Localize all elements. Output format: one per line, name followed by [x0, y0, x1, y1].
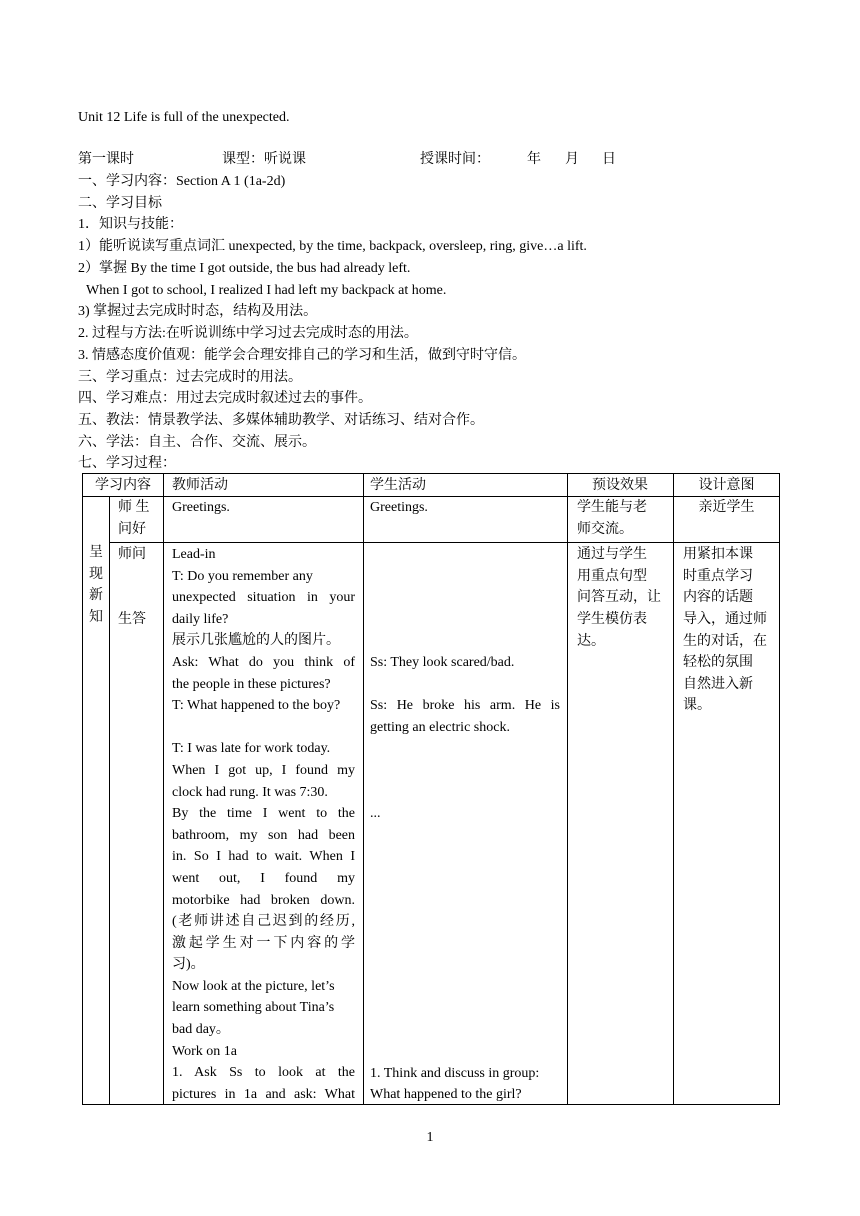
teacher-line: clock had rung. It was 7:30.: [172, 784, 328, 800]
student-response: ...: [370, 806, 381, 821]
teacher-line: daily life?: [172, 611, 229, 627]
teacher-line: learn something about Tina’s: [172, 1000, 335, 1016]
row1-intent: 亲近学生: [698, 500, 755, 515]
teacher-line: When I got up, I found my: [172, 762, 355, 778]
teacher-line: (老师讲述自己迟到的经历,: [172, 914, 355, 930]
teacher-line: T: What happened to the boy?: [172, 698, 341, 714]
row2-effect: 用重点句型: [577, 569, 647, 584]
teacher-line: bathroom, my son had been: [172, 827, 355, 843]
student-response: Ss: They look scared/bad.: [370, 655, 515, 670]
header-effect: 预设效果: [592, 478, 648, 493]
col-divider: [163, 474, 164, 1104]
col-divider: [363, 474, 364, 1104]
goal-item: 2）掌握 By the time I got outside, the bus had already left.: [78, 261, 411, 276]
row2-intent: 内容的话题: [683, 590, 753, 605]
row2-intent: 自然进入新: [683, 677, 753, 692]
teacher-line: unexpected situation in your: [172, 590, 355, 606]
row1-effect: 学生能与老: [577, 500, 647, 515]
teacher-line: Work on 1a: [172, 1043, 237, 1059]
row2-intent: 轻松的氛围: [683, 655, 753, 670]
section-label-char: 新: [89, 588, 103, 603]
teacher-line: 习)。: [172, 957, 205, 973]
section-label-char: 知: [89, 610, 103, 625]
goal-item: When I got to school, I realized I had left my backpack at home.: [86, 283, 447, 298]
learning-content: 一、学习内容：Section A 1 (1a-2d): [78, 174, 286, 189]
student-response: What happened to the girl?: [370, 1087, 522, 1102]
col-divider: [109, 496, 110, 1104]
teacher-line: [172, 717, 355, 739]
row1-student: Greetings.: [370, 500, 428, 515]
header-student: 学生活动: [370, 478, 426, 493]
teacher-line: 1. Ask Ss to look at the: [172, 1065, 355, 1081]
row1-teacher: Greetings.: [172, 500, 230, 515]
teacher-line: motorbike had broken down.: [172, 892, 355, 908]
year-label: 年: [527, 152, 541, 167]
row2-effect: 问答互动，让: [577, 590, 661, 605]
lesson-time-label: 授课时间：: [420, 152, 490, 167]
doc-title: Unit 12 Life is full of the unexpected.: [78, 110, 290, 125]
lesson-number: 第一课时: [78, 152, 134, 167]
goal-attitude: 3. 情感态度价值观：能学会合理安排自己的学习和生活，做到守时守信。: [78, 348, 526, 363]
teaching-method: 五、教法：情景教学法、多媒体辅助教学、对话练习、结对合作。: [78, 413, 484, 428]
goal-knowledge: 1．知识与技能：: [78, 217, 183, 232]
teacher-line: 激起学生对一下内容的学: [172, 935, 355, 951]
section-label-char: 呈: [89, 545, 103, 560]
row2-intent: 课。: [683, 698, 711, 713]
lesson-process-table: [82, 473, 780, 1105]
row2-effect: 通过与学生: [577, 547, 647, 562]
row1-sub-label: 师 生: [118, 500, 150, 515]
teacher-line: By the time I went to the: [172, 806, 355, 822]
day-label: 日: [602, 152, 616, 167]
row2-intent: 时重点学习: [683, 569, 753, 584]
student-response: 1. Think and discuss in group:: [370, 1066, 540, 1081]
teacher-line: the people in these pictures?: [172, 676, 331, 692]
teacher-line: went out, I found my: [172, 870, 355, 886]
teacher-line: Ask: What do you think of: [172, 654, 355, 670]
student-response: getting an electric shock.: [370, 720, 510, 735]
teacher-line: 展示几张尴尬的人的图片。: [172, 633, 340, 649]
row2-effect: 达。: [577, 634, 605, 649]
goal-item: 1）能听说读写重点词汇 unexpected, by the time, backpack, oversleep, ring, give…a lift.: [78, 239, 587, 254]
page-number: 1: [426, 1130, 434, 1145]
row2-effect: 学生模仿表: [577, 612, 647, 627]
goal-item: 3) 掌握过去完成时时态，结构及用法。: [78, 304, 318, 319]
student-response: Ss: He broke his arm. He is: [370, 698, 560, 713]
row2-teacher-activity: [172, 544, 355, 1105]
col-divider: [567, 474, 568, 1104]
row2-sub-label-answer: 生答: [118, 612, 146, 627]
row1-effect: 师交流。: [577, 522, 633, 537]
teacher-line: Now look at the picture, let’s: [172, 978, 335, 994]
learning-process-heading: 七、学习过程：: [78, 456, 176, 471]
month-label: 月: [565, 152, 579, 167]
row2-intent: 导入，通过师: [683, 612, 767, 627]
header-teacher: 教师活动: [172, 478, 228, 493]
row2-sub-label-ask: 师问: [118, 547, 146, 562]
teacher-line: pictures in 1a and ask: What: [172, 1086, 355, 1102]
goal-process: 2. 过程与方法:在听说训练中学习过去完成时态的用法。: [78, 326, 418, 341]
difficult-point: 四、学习难点：用过去完成时叙述过去的事件。: [78, 391, 372, 406]
teacher-line: T: Do you remember any: [172, 568, 313, 584]
teacher-line: in. So I had to wait. When I: [172, 849, 355, 865]
teacher-line: bad day。: [172, 1022, 230, 1038]
row2-intent: 用紧扣本课: [683, 547, 753, 562]
teacher-line: Lead-in: [172, 547, 216, 562]
row-divider: [109, 542, 780, 543]
row1-sub-label: 问好: [118, 522, 146, 537]
section-heading-goals: 二、学习目标: [78, 196, 162, 211]
header-intent: 设计意图: [698, 478, 755, 493]
section-label-char: 现: [89, 567, 103, 582]
header-content: 学习内容: [95, 478, 151, 493]
lesson-type: 课型：听说课: [222, 152, 306, 167]
key-point: 三、学习重点：过去完成时的用法。: [78, 370, 302, 385]
row2-intent: 生的对话，在: [683, 634, 767, 649]
teacher-line: T: I was late for work today.: [172, 741, 331, 757]
learning-method: 六、学法：自主、合作、交流、展示。: [78, 435, 316, 450]
col-divider: [673, 474, 674, 1104]
